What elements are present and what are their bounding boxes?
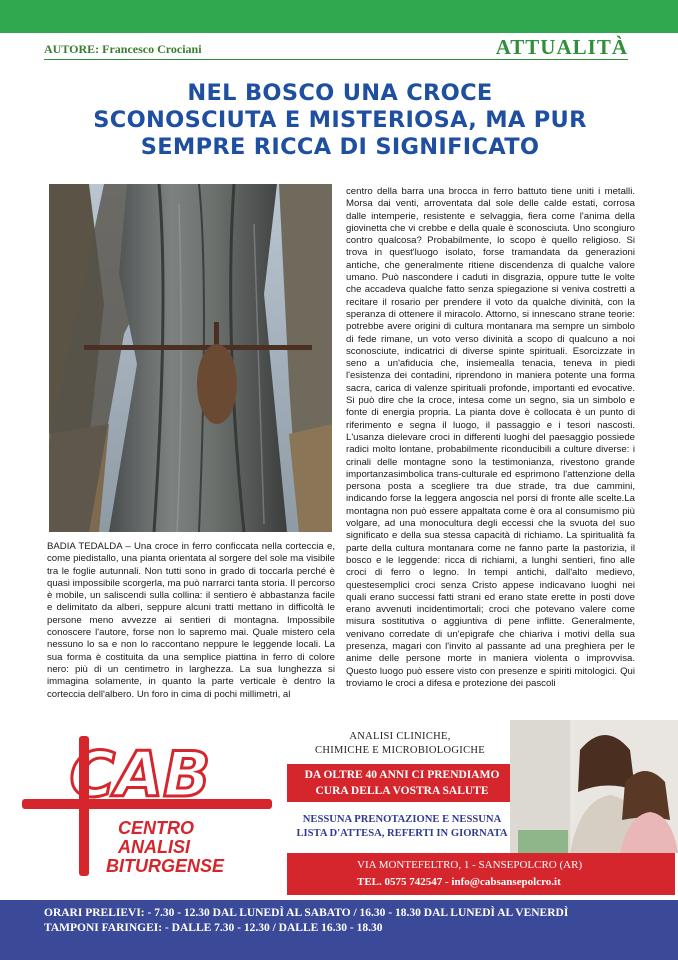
logo-cab-letters: CAB: [69, 738, 211, 811]
article-title-line: SCONOSCIUTA E MISTERIOSA, MA PUR: [93, 107, 587, 133]
article-title: [44, 80, 636, 161]
mother-child-illustration: [510, 720, 678, 853]
ad-contacts-text: TEL. 0575 742547 - info@cabsansepolcro.it: [357, 876, 561, 888]
ad-booking-line: LISTA D'ATTESA, REFERTI IN GIORNATA: [296, 828, 508, 839]
article-text-left-column: BADIA TEDALDA – Una croce in ferro conficcata nella corteccia e, come piedistallo, una pianta orientata al sorgere del sole ma visibile tra le foglie autunnali. Non tutti sono in grado di toccarla perché è quasi impossibile scorgerla, ma può narrarci tanta storia. Il percorso è mobile, un saliscendi sulla collina: il sentiero è abbastanza facile e delimitato da alberi, seppure alcuni tratti mettano in difficoltà le persone meno avvezze ai sentieri di montagna. Impossibile conoscere l'autore, forse non lo sapremo mai. Quale mistero cela nessuno lo sa e non lo raccontano neppure le leggende locali. La sua forma è costituita da una semplice piattina in ferro di colore nero: più di un centimetro in larghezza. La sua lunghezza si immagina solamente, in quanto la parte verticale è dentro la corteccia dell'albero. Un foro in cima di pochi millimetri, al: [47, 541, 335, 700]
ad-contacts: [357, 874, 675, 891]
cab-logo-graphic: [22, 736, 277, 896]
ad-address: VIA MONTEFELTRO, 1 - SANSEPOLCRO (AR): [357, 859, 583, 871]
advertisement-cab: [0, 720, 678, 898]
ad-photo-mother-child: [510, 720, 678, 853]
ad-booking-line: NESSUNA PRENOTAZIONE E NESSUNA: [302, 814, 502, 825]
cross-horizontal-bar: [84, 345, 312, 350]
ad-services: [290, 730, 510, 758]
author-label: AUTORE: Francesco Crociani: [44, 42, 202, 56]
cab-logo: [22, 736, 277, 896]
page-header: [0, 33, 678, 61]
top-color-bar: [0, 0, 678, 33]
opening-hours-bar: [0, 900, 678, 960]
ad-claim-band: [287, 764, 517, 802]
article-photo-tree-cross: [49, 184, 332, 532]
logo-name-line: BITURGENSE: [106, 856, 225, 876]
logo-name-line: ANALISI: [118, 837, 190, 857]
article-text-right-column: centro della barra una brocca in ferro battuto tiene uniti i metalli. Morsa dai venti, arroventata dal sole delle calde estati, corrosa dalle intemperie, resistente e selvaggia, fiera come l'anima della giovinetta che vi crebbe e della quale è sconosciuta. Uno scongiuro contro qualcosa? Probabilmente, lo scopo è quello religioso. Si trova in quest'luogo isolato, forse tramandata da generazioni antiche, che generalmente ritiene discendenza di qualche valore umano. Può nascondere i caduti in disgrazia, oppure tutte le volte che accadeva qualche fatto senza spiegazione si veniva costretti a recitare il rosario per prendere il voto da qualche divinità, con la speranza di ottenere il miracolo. Attorno, si innescano strane teorie: potrebbe avere origini di cultura montanara ma sempre un simbolo di fede rimane, un voto verso divinità a scopo di qualcuno a noi sconosciute, indicatrici di diverse spinte spirituali. Esorcizzate in seno a un'afiducia che, insiemealla tenacia, teneva in piedi l'esistenza dei contadini, riprendono in maniera potente una forma sacra, carica di valenze spirituali profonde, importanti ed evocative. Si può dire che la croce, intesa come un segno, sia un simbolo e fonte di energia propria. La pianta dove è collocata è un punto di riferimento e segna il luogo, il passaggio e i tesori nascosti. L'usanza dielevare croci in differenti luoghi del paesaggio possiede radici molto lontane, probabilmente riconducibili a culture diverse: i crinali delle montagne sono la testimonianza, rivestono grande importanzasimbolica trans-culturale ed esprimono l'attenzione della persona posta a scegliere tra due strade, tra due cammini, indicando forse la leggera angoscia nel porsi di fronte alle scelte.La montagna non può essere appaltata come è ora al consumismo più volgare, ad una monocultura degli eccessi che la svuota del suo significato e della sua stessa capacità di richiamo. La spiritualità fa parte della cultura montanara come ne fanno parte la pastorizia, il bosco e le leggende: ricca di richiami, a lunghi sentieri, fino alle croci di ferro o legno. In tempi antichi, dall'alto medievo, questesemplici croci senza Cristo appese indicavano luoghi nei quali erano successi fatti strani ed erano state erette in posti dove erano avvenuti incidentimortali; croci che potevano valere come misura sostitutiva o aggiuntiva di pene inflitte. Generalmente, venivano corredate di un'epigrafe che chiariva i motivi della sua presenza, magari con l'invito al passante ad una preghiera per le anime delle persone morte in maniera violenta o improvvisa. Questo luogo può essere visto con presenze e spiriti mitologici. Qui troviamo le croci a difesa e protezione dei pascoli: [346, 186, 635, 689]
ad-services-line: ANALISI CLINICHE,: [349, 731, 451, 742]
ad-contact-band: [287, 853, 675, 895]
logo-name-line: CENTRO: [118, 818, 194, 838]
header-divider: [44, 59, 628, 60]
article-title-line: SEMPRE RICCA DI SIGNIFICATO: [140, 134, 540, 160]
ad-claim-line: CURA DELLA VOSTRA SALUTE: [315, 785, 489, 797]
hours-line: ORARI PRELIEVI: - 7.30 - 12.30 DAL LUNEDÌ AL SABATO / 16.30 - 18.30 DAL LUNEDÌ AL VENERDÌ: [44, 907, 569, 919]
hours-line: TAMPONI FARINGEI: - DALLE 7.30 - 12.30 / DALLE 16.30 - 18.30: [44, 922, 383, 934]
ad-services-line: CHIMICHE E MICROBIOLOGICHE: [315, 745, 485, 756]
ad-claim-line: DA OLTRE 40 ANNI CI PRENDIAMO: [304, 769, 500, 781]
tree-cross-illustration: [49, 184, 332, 532]
ad-booking-info: [287, 813, 517, 841]
article-title-line: NEL BOSCO UNA CROCE: [187, 80, 493, 106]
section-title: ATTUALITÀ: [495, 35, 628, 59]
